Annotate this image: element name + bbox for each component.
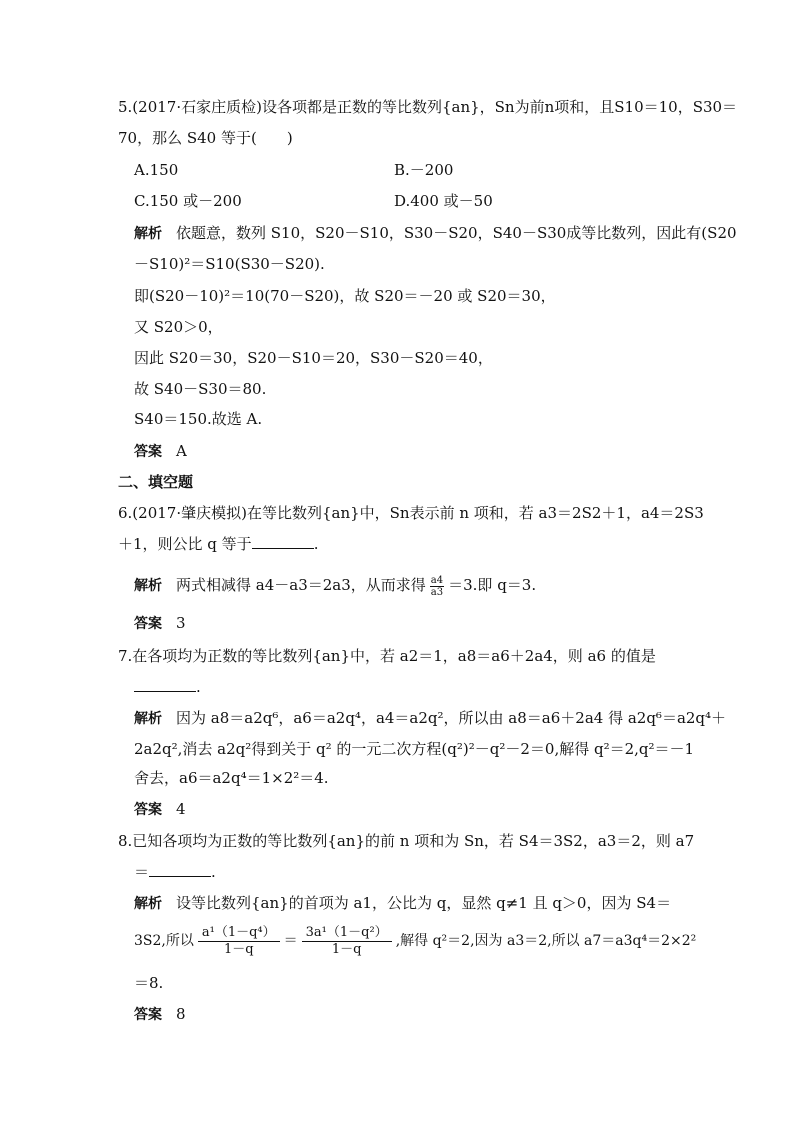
answer-blank	[149, 862, 211, 877]
answer-label: 答案	[134, 616, 162, 632]
section-heading: 二、填空题	[118, 473, 194, 491]
q5-option-c: C.150 或－200	[134, 192, 242, 210]
sum-fraction-right	[302, 925, 392, 958]
analysis-label: 解析	[134, 896, 162, 912]
q5-stem-line-2: 70，那么 S40 等于( )	[118, 129, 293, 147]
q5-answer-value: A	[176, 442, 187, 460]
q8-stem-line-2	[134, 861, 216, 883]
q7-stem-line-2	[134, 676, 201, 698]
fraction-numerator: 3a¹（1－q²）	[302, 925, 392, 942]
q7-analysis-line-3: 舍去，a6＝a2q⁴＝1×2²＝4.	[134, 769, 329, 787]
fraction-numerator: a¹（1－q⁴）	[198, 925, 280, 942]
analysis-label: 解析	[134, 711, 162, 727]
q6-stem-period: .	[313, 535, 319, 553]
q6-analysis-pre: 两式相减得 a4－a3＝2a3，从而求得	[176, 576, 426, 594]
q7-answer	[134, 798, 186, 821]
answer-label: 答案	[134, 444, 162, 460]
q7-stem-line-1: 7.在各项均为正数的等比数列{an}中，若 a2＝1，a8＝a6＋2a4，则 a6 的值是	[118, 647, 656, 665]
answer-label: 答案	[134, 1007, 162, 1023]
q5-analysis-line-5: 因此 S20＝30，S20－S10＝20，S30－S20＝40，	[134, 349, 493, 367]
q6-stem-text: ＋1，则公比 q 等于	[118, 535, 252, 553]
q5-analysis-line-7: S40＝150.故选 A.	[134, 410, 263, 428]
analysis-label: 解析	[134, 578, 162, 594]
q6-stem-line-1: 6.(2017·肇庆模拟)在等比数列{an}中，Sn表示前 n 项和，若 a3＝2S2＋1，a4＝2S3	[118, 504, 704, 522]
q7-analysis-line-2: 2a2q²,消去 a2q²得到关于 q² 的一元二次方程(q²)²－q²－2＝0,解得 q²＝2,q²＝－1	[134, 740, 695, 758]
q8-stem-period: .	[211, 863, 216, 881]
fraction-numerator: a4	[430, 574, 444, 586]
q6-answer	[134, 612, 186, 635]
q5-option-b: B.－200	[394, 161, 454, 179]
sum-fraction-left	[198, 925, 280, 958]
answer-label: 答案	[134, 802, 162, 818]
q5-analysis-line-4: 又 S20＞0，	[134, 318, 223, 336]
q8-analysis-pre: 3S2,所以	[134, 933, 194, 949]
q5-answer	[134, 440, 187, 463]
q6-analysis-post: ＝3.即 q＝3.	[448, 576, 537, 594]
q5-analysis-line-6: 故 S40－S30＝80.	[134, 380, 267, 398]
answer-blank	[134, 677, 196, 692]
answer-blank	[252, 534, 314, 549]
q7-answer-value: 4	[176, 800, 186, 818]
ratio-fraction	[430, 575, 444, 598]
equals-sign: ＝	[283, 933, 298, 949]
fraction-denominator: 1－q	[223, 941, 254, 957]
q7-analysis-line-1	[134, 707, 726, 730]
q8-analysis-line-2	[134, 922, 696, 960]
q7-analysis-text-1: 因为 a8＝a2q⁶，a6＝a2q⁴，a4＝a2q²，所以由 a8＝a6＋2a4 得 a2q⁶＝a2q⁴＋	[176, 709, 727, 727]
q8-answer-value: 8	[176, 1005, 186, 1023]
analysis-label: 解析	[134, 226, 162, 242]
q5-analysis-line-3: 即(S20－10)²＝10(70－S20)，故 S20＝－20 或 S20＝30，	[134, 287, 556, 305]
q8-stem-text: ＝	[134, 863, 150, 881]
q8-analysis-line-3: ＝8.	[134, 974, 164, 992]
q5-stem-line-1: 5.(2017·石家庄质检)设各项都是正数的等比数列{an}，Sn为前n项和，且S10＝10，S30＝	[118, 98, 738, 116]
q5-analysis-line-1	[134, 222, 737, 245]
q5-option-d: D.400 或－50	[394, 192, 493, 210]
q5-analysis-text-1: 依题意，数列 S10，S20－S10，S30－S20，S40－S30成等比数列，因此有(S20	[176, 224, 737, 242]
q8-stem-line-1: 8.已知各项均为正数的等比数列{an}的前 n 项和为 Sn，若 S4＝3S2，a3＝2，则 a7	[118, 832, 695, 850]
q8-analysis-text-1: 设等比数列{an}的首项为 a1，公比为 q，显然 q≠1 且 q＞0，因为 S4＝	[176, 894, 672, 912]
q6-stem-line-2	[118, 533, 318, 555]
q8-analysis-line-1	[134, 892, 671, 915]
q8-analysis-post: ,解得 q²＝2,因为 a3＝2,所以 a7＝a3q⁴＝2×2²	[395, 933, 697, 949]
q5-option-a: A.150	[134, 161, 179, 179]
fraction-denominator: 1－q	[331, 941, 362, 957]
q6-answer-value: 3	[176, 614, 186, 632]
q7-stem-period: .	[196, 678, 201, 696]
q6-analysis-line	[134, 567, 536, 604]
q5-analysis-line-2: －S10)²＝S10(S30－S20).	[134, 255, 325, 273]
fraction-denominator: a3	[430, 586, 444, 598]
q8-answer	[134, 1003, 186, 1026]
